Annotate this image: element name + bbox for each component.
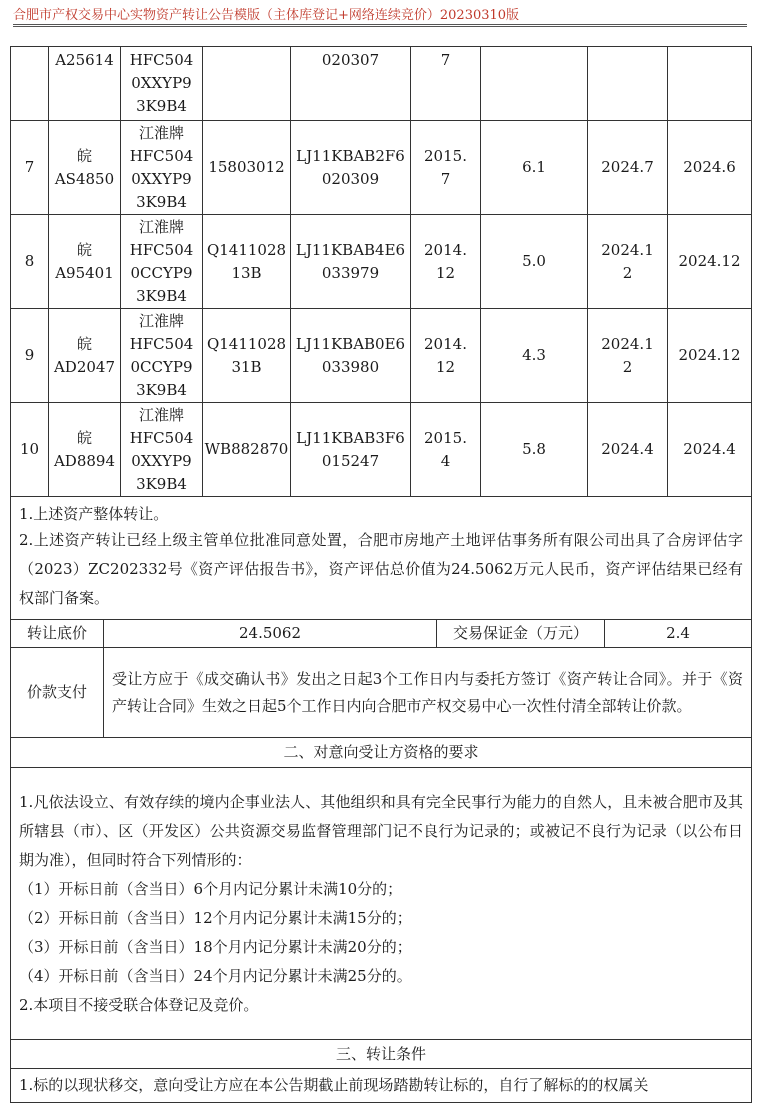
asset-row: [11, 309, 752, 403]
vehicle-model-cell: 江淮牌 HFC504 0XXYP9 3K9B4: [121, 403, 203, 497]
engine-number-cell: WB882870: [203, 403, 291, 497]
section3-body-row: [11, 1069, 752, 1103]
section2-title: 二、对意向受让方资格的要求: [11, 738, 752, 768]
asset-no-cell: 9: [11, 309, 49, 403]
asset-row: [11, 215, 752, 309]
notes-row: [11, 497, 752, 620]
price-row: [11, 620, 752, 648]
section2-para1: 1.凡依法设立、有效存续的境内企事业法人、其他组织和具有完全民事行为能力的自然人，且未被合肥市及其所辖县（市）、区（开发区）公共资源交易监督管理部门记不良行为记录的；或被记不良行为记录（以公布日期为准），但同时符合下列情形的：: [19, 792, 743, 869]
mileage-cell: 6.1: [481, 121, 588, 215]
vin-number-cell: 020307: [291, 47, 411, 121]
registration-date-cell: 2014. 12: [411, 309, 481, 403]
payment-text: 受让方应于《成交确认书》发出之日起3个工作日内与委托方签订《资产转让合同》。并于《资产转让合同》生效之日起5个工作日内向合肥市产权交易中心一次性付清全部转让价款。: [112, 669, 743, 715]
inspection-expiry-cell: [668, 47, 752, 121]
insurance-expiry-cell: [588, 47, 668, 121]
engine-number-cell: 15803012: [203, 121, 291, 215]
header-rule-double: [13, 26, 747, 27]
vehicle-model-cell: 江淮牌 HFC504 0CCYP9 3K9B4: [121, 309, 203, 403]
plate-number-cell: 皖 AD2047: [49, 309, 121, 403]
inspection-expiry-cell: 2024.12: [668, 309, 752, 403]
registration-date-cell: 2015. 4: [411, 403, 481, 497]
section2-item: （1）开标日前（含当日）6个月内记分累计未满10分的；: [19, 879, 403, 898]
transfer-price-value: 24.5062: [104, 620, 437, 648]
vehicle-model-cell: HFC504 0XXYP9 3K9B4: [121, 47, 203, 121]
inspection-expiry-cell: 2024.12: [668, 215, 752, 309]
engine-number-cell: Q1411028 13B: [203, 215, 291, 309]
insurance-expiry-cell: 2024.7: [588, 121, 668, 215]
asset-row: [11, 47, 752, 121]
inspection-expiry-cell: 2024.4: [668, 403, 752, 497]
section3-body: [11, 1069, 752, 1103]
asset-no-cell: 8: [11, 215, 49, 309]
asset-no-cell: 7: [11, 121, 49, 215]
document-header-title: 合肥市产权交易中心实物资产转让公告模版（主体库登记+网络连续竞价）20230310版: [13, 8, 520, 23]
inspection-expiry-cell: 2024.6: [668, 121, 752, 215]
vin-number-cell: LJ11KBAB2F6 020309: [291, 121, 411, 215]
mileage-cell: 5.8: [481, 403, 588, 497]
insurance-expiry-cell: 2024.1 2: [588, 215, 668, 309]
vehicle-model-cell: 江淮牌 HFC504 0XXYP9 3K9B4: [121, 121, 203, 215]
asset-table: [10, 46, 752, 497]
plate-number-cell: 皖 A95401: [49, 215, 121, 309]
section2-item: （2）开标日前（含当日）12个月内记分累计未满15分的；: [19, 908, 412, 927]
vin-number-cell: LJ11KBAB3F6 015247: [291, 403, 411, 497]
mileage-cell: 4.3: [481, 309, 588, 403]
registration-date-cell: 7: [411, 47, 481, 121]
registration-date-cell: 2015. 7: [411, 121, 481, 215]
section2-body: [11, 768, 752, 1040]
announcement-table: [10, 496, 752, 1103]
registration-date-cell: 2014. 12: [411, 215, 481, 309]
notes-cell: [11, 497, 752, 620]
insurance-expiry-cell: 2024.4: [588, 403, 668, 497]
transfer-price-label: 转让底价: [11, 620, 104, 648]
payment-row: [11, 648, 752, 738]
section2-title-row: [11, 738, 752, 768]
note-item: 1.上述资产整体转让。: [19, 505, 169, 523]
section2-para2: 2.本项目不接受联合体登记及竞价。: [19, 995, 259, 1014]
section3-title: 三、转让条件: [11, 1040, 752, 1069]
engine-number-cell: [203, 47, 291, 121]
section2-body-row: [11, 768, 752, 1040]
deposit-value: 2.4: [605, 620, 752, 648]
asset-no-cell: [11, 47, 49, 121]
payment-cell: [104, 648, 752, 738]
section3-para1: 1.标的以现状移交，意向受让方应在本公告期截止前现场踏勘转让标的，自行了解标的的权属关: [19, 1076, 649, 1094]
section2-item: （4）开标日前（含当日）24个月内记分累计未满25分的。: [19, 966, 412, 985]
note-item: 2.上述资产转让已经上级主管单位批准同意处置，合肥市房地产土地评估事务所有限公司出具了合房评估字（2023）ZC202332号《资产评估报告书》，资产评估总价值为24.5062万元人民币，资产评估结果已经有权部门备案。: [19, 531, 743, 607]
vin-number-cell: LJ11KBAB4E6 033979: [291, 215, 411, 309]
header-rule: [13, 24, 747, 25]
insurance-expiry-cell: 2024.1 2: [588, 309, 668, 403]
plate-number-cell: 皖 AS4850: [49, 121, 121, 215]
deposit-label: 交易保证金（万元）: [437, 620, 605, 648]
asset-no-cell: 10: [11, 403, 49, 497]
section2-item: （3）开标日前（含当日）18个月内记分累计未满20分的；: [19, 937, 412, 956]
plate-number-cell: A25614: [49, 47, 121, 121]
asset-row: [11, 121, 752, 215]
plate-number-cell: 皖 AD8894: [49, 403, 121, 497]
vin-number-cell: LJ11KBAB0E6 033980: [291, 309, 411, 403]
mileage-cell: [481, 47, 588, 121]
vehicle-model-cell: 江淮牌 HFC504 0CCYP9 3K9B4: [121, 215, 203, 309]
mileage-cell: 5.0: [481, 215, 588, 309]
payment-label: 价款支付: [11, 648, 104, 738]
engine-number-cell: Q1411028 31B: [203, 309, 291, 403]
asset-row: [11, 403, 752, 497]
section3-title-row: [11, 1040, 752, 1069]
